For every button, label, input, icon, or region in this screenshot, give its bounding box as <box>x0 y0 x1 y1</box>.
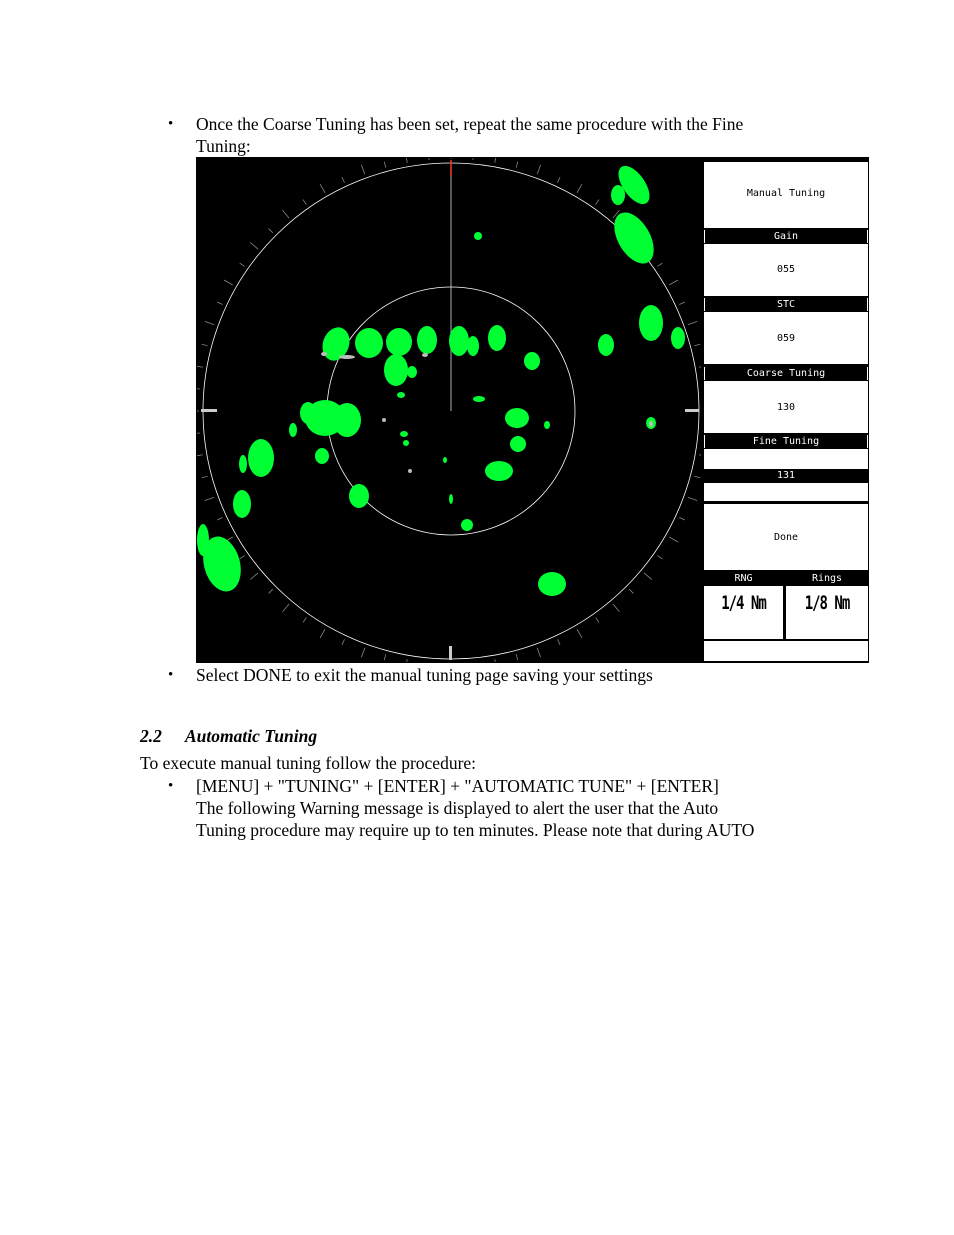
radar-scope <box>197 158 701 662</box>
fine-tuning-header: Fine Tuning <box>704 435 868 448</box>
stc-field[interactable] <box>704 312 868 364</box>
bearing-tick <box>406 158 408 163</box>
instruction-text: Once the Coarse Tuning has been set, repeat the same procedure with the Fine <box>196 114 744 134</box>
bearing-tick <box>679 517 684 520</box>
bearing-tick <box>240 556 245 559</box>
done-label: Done <box>773 532 799 543</box>
bearing-tick <box>669 280 678 285</box>
section-title: Automatic Tuning <box>185 726 318 746</box>
bearing-tick <box>473 158 474 160</box>
bearing-tick <box>197 433 200 434</box>
radar-ppi-display <box>197 158 701 662</box>
instruction-text: Select DONE to exit the manual tuning page saving your settings <box>196 665 653 685</box>
west-marker <box>201 409 217 412</box>
bearing-tick <box>516 654 518 660</box>
gain-header: Gain <box>704 230 868 243</box>
bearing-tick <box>303 617 306 622</box>
bearing-tick <box>320 184 325 193</box>
bearing-tick <box>202 344 208 346</box>
done-button[interactable] <box>704 504 868 570</box>
bullet-point: • <box>168 116 174 132</box>
bearing-tick <box>320 629 325 638</box>
gain-field[interactable] <box>704 244 868 296</box>
bearing-tick <box>429 158 430 160</box>
instruction-text: Tuning: <box>196 136 251 156</box>
coarse-tuning-field[interactable] <box>704 381 868 433</box>
bearing-tick <box>384 654 386 660</box>
bearing-tick <box>495 659 497 662</box>
south-marker <box>449 646 452 660</box>
bearing-tick <box>342 639 345 644</box>
bearing-tick <box>197 389 200 390</box>
bearing-tick <box>217 302 222 305</box>
stc-header: STC <box>704 298 868 311</box>
bearing-tick <box>342 177 345 182</box>
instruction-text: Tuning procedure may require up to ten minutes. Please note that during AUTO <box>196 820 755 840</box>
gain-value: 055 <box>776 264 796 275</box>
bearing-tick <box>202 476 208 478</box>
rings-value: 1/8 Nm <box>804 593 850 615</box>
range-value: 1/4 Nm <box>721 593 766 615</box>
bearing-tick <box>694 344 700 346</box>
bullet-point: • <box>168 778 174 794</box>
bearing-tick <box>205 321 214 324</box>
bearing-tick <box>613 604 619 612</box>
bearing-tick <box>250 573 258 579</box>
bearing-tick <box>197 455 203 457</box>
bearing-tick <box>669 537 678 542</box>
bearing-tick <box>224 280 233 285</box>
bearing-tick <box>217 517 222 520</box>
bearing-tick <box>688 497 697 500</box>
bearing-tick <box>240 263 245 266</box>
instruction-text: The following Warning message is displayed to alert the user that the Auto <box>196 798 719 818</box>
bearing-tick <box>361 165 364 174</box>
stc-value: 059 <box>776 333 796 344</box>
bearing-tick <box>657 263 662 266</box>
tuning-menu-panel <box>701 158 869 662</box>
instruction-text: [MENU] + "TUNING" + [ENTER] + "AUTOMATIC TUNE" + [ENTER] <box>196 776 719 796</box>
bearing-tick <box>197 366 203 368</box>
bearing-tick <box>283 604 289 612</box>
section-number: 2.2 <box>140 726 162 746</box>
menu-title-box <box>704 162 868 228</box>
coarse-tuning-header: Coarse Tuning <box>704 367 868 380</box>
bearing-tick <box>303 200 306 205</box>
status-strip <box>704 641 868 661</box>
bearing-tick <box>384 162 386 168</box>
clutter-returns <box>321 352 653 473</box>
bearing-tick <box>629 589 633 593</box>
bearing-tick <box>516 162 518 168</box>
bearing-tick <box>596 200 599 205</box>
bearing-tick <box>557 177 560 182</box>
bearing-tick <box>688 321 697 324</box>
bearing-tick <box>644 573 652 579</box>
coarse-tuning-value: 130 <box>776 402 796 413</box>
fine-tuning-value: 131 <box>704 469 868 483</box>
bearing-tick <box>495 158 497 163</box>
bearing-tick <box>269 229 273 233</box>
bearing-tick <box>537 165 540 174</box>
bearing-tick <box>250 243 258 249</box>
menu-title: Manual Tuning <box>746 188 826 199</box>
section-intro: To execute manual tuning follow the procedure: <box>140 753 477 773</box>
bearing-tick <box>205 497 214 500</box>
radar-screenshot <box>196 157 869 663</box>
bearing-tick <box>694 476 700 478</box>
rings-field[interactable] <box>786 586 868 639</box>
bearing-tick <box>269 589 273 593</box>
range-field[interactable] <box>704 586 783 639</box>
bearing-tick <box>657 556 662 559</box>
bearing-tick <box>679 302 684 305</box>
bearing-tick <box>283 210 289 218</box>
bearing-tick <box>577 184 582 193</box>
radar-echoes <box>197 161 685 596</box>
bullet-point: • <box>168 667 174 683</box>
bearing-tick <box>537 648 540 657</box>
bearing-tick <box>577 629 582 638</box>
rings-header: Rings <box>786 573 868 585</box>
bearing-tick <box>406 659 408 662</box>
rng-header: RNG <box>704 573 783 585</box>
east-marker <box>685 409 699 412</box>
bearing-tick <box>557 639 560 644</box>
bearing-tick <box>361 648 364 657</box>
bearing-tick <box>596 617 599 622</box>
